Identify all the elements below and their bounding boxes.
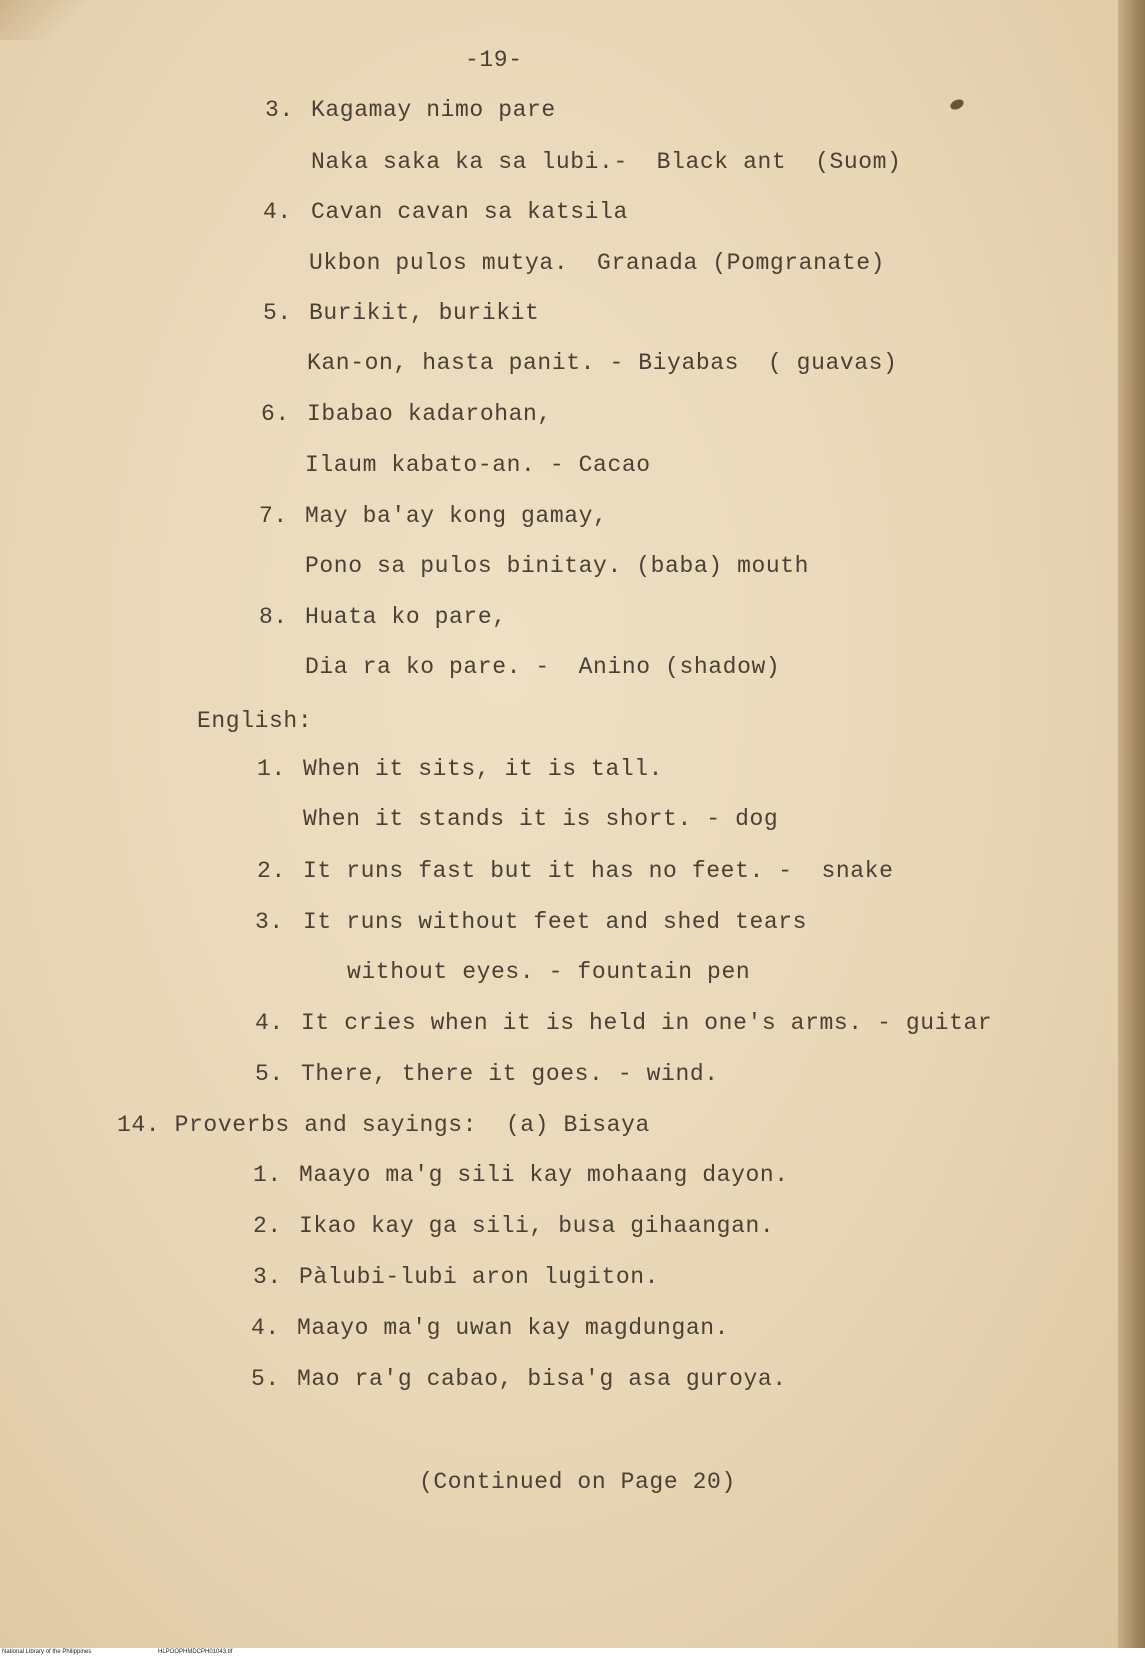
riddle-number: 5. [255,1061,284,1087]
riddle-number: 3. [255,909,284,935]
riddle-number: 3. [265,97,294,123]
section-heading-proverbs: 14. Proverbs and sayings: (a) Bisaya [117,1112,650,1138]
riddle-answer-line: Kan-on, hasta panit. - Biyabas ( guavas) [307,350,898,376]
riddle-line: Kagamay nimo pare [311,97,556,123]
riddle-number: 6. [261,401,290,427]
riddle-line: It runs fast but it has no feet. - snake [303,858,894,884]
riddle-answer-line: without eyes. - fountain pen [347,959,751,985]
riddle-answer-line: Ilaum kabato-an. - Cacao [305,452,651,478]
riddle-line: Ibabao kadarohan, [307,401,552,427]
riddle-line: It runs without feet and shed tears [303,909,808,935]
proverb-text: Mao ra'g cabao, bisa'g asa guroya. [297,1366,787,1392]
proverb-number: 4. [251,1315,280,1341]
proverb-number: 1. [253,1162,282,1188]
riddle-number: 5. [263,300,292,326]
riddle-line: Cavan cavan sa katsila [311,199,628,225]
proverb-text: Maayo ma'g sili kay mohaang dayon. [299,1162,789,1188]
riddle-answer-line: When it stands it is short. - dog [303,806,779,832]
riddle-line: Burikit, burikit [309,300,540,326]
riddle-line: It cries when it is held in one's arms. - guitar [301,1010,993,1036]
riddle-line: There, there it goes. - wind. [301,1061,719,1087]
proverb-text: Ikao kay ga sili, busa gihaangan. [299,1213,775,1239]
riddle-number: 8. [259,604,288,630]
riddle-answer-line: Naka saka ka sa lubi.- Black ant (Suom) [311,149,902,175]
proverb-number: 2. [253,1213,282,1239]
riddle-answer-line: Dia ra ko pare. - Anino (shadow) [305,654,781,680]
riddle-number: 4. [263,199,292,225]
riddle-line: May ba'ay kong gamay, [305,503,608,529]
page-edge-shadow [1118,0,1145,1648]
continued-note: (Continued on Page 20) [419,1469,736,1495]
riddle-answer-line: Ukbon pulos mutya. Granada (Pomgranate) [309,250,886,276]
footer-library-label: National Library of the Philippines [2,1649,92,1655]
proverb-text: Maayo ma'g uwan kay magdungan. [297,1315,730,1341]
proverb-number: 5. [251,1366,280,1392]
proverb-text: Pàlubi-lubi aron lugiton. [299,1264,660,1290]
riddle-answer-line: Pono sa pulos binitay. (baba) mouth [305,553,810,579]
riddle-number: 7. [259,503,288,529]
riddle-line: Huata ko pare, [305,604,507,630]
footer-file-id: HLPOOPHMDCPH01043.tif [158,1649,233,1655]
folded-corner [0,0,90,40]
riddle-number: 4. [255,1010,284,1036]
page-number: -19- [465,47,523,73]
proverb-number: 3. [253,1264,282,1290]
riddle-line: When it sits, it is tall. [303,756,664,782]
riddle-number: 1. [257,756,286,782]
section-heading-english: English: [197,708,313,734]
riddle-number: 2. [257,858,286,884]
ink-smudge [949,97,965,111]
